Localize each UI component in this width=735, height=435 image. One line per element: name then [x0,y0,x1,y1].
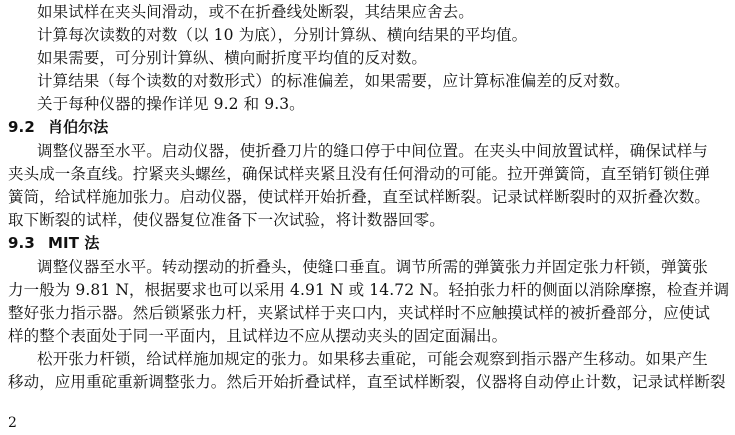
section-heading-9-3 [8,231,99,255]
section-9-3-line: 移动，应用重砣重新调整张力。然后开始折叠试样，直至试样断裂，仪器将自动停止计数，记录试样断裂 [8,373,726,391]
paragraph-standard-deviation: 计算结果（每个读数的对数形式）的标准偏差，如果需要，应计算标准偏差的反对数。 [37,72,630,90]
section-number: 9.2 [8,118,35,136]
section-9-2-line: 取下断裂的试样，使仪器复位准备下一次试验，将计数器回零。 [8,211,445,229]
paragraph-log-calculation: 计算每次读数的对数（以 10 为底），分别计算纵、横向结果的平均值。 [37,26,528,44]
section-number: 9.3 [8,234,35,252]
paragraph-discard-rule: 如果试样在夹头间滑动，或不在折叠线处断裂，其结果应舍去。 [37,3,474,21]
paragraph-instrument-reference: 关于每种仪器的操作详见 9.2 和 9.3。 [37,95,305,113]
section-heading-9-2 [8,115,108,139]
section-9-3-line: 样的整个表面处于同一平面内，且试样边不应从摆动夹头的固定面漏出。 [8,327,508,345]
section-9-3-line: 整好张力指示器。然后锁紧张力杆，夹紧试样于夹口内，夹试样时不应触摸试样的被折叠部分，应使试 [8,304,711,322]
page-number: 2 [8,415,17,431]
section-9-2-line: 簧筒，给试样施加张力。启动仪器，使试样开始折叠，直至试样断裂。记录试样断裂时的双折叠次数。 [8,188,711,206]
section-9-3-line: 力一般为 9.81 N，根据要求也可以采用 4.91 N 或 14.72 N。轻拍张力杆的侧面以消除摩擦，检查并调 [8,281,730,299]
section-9-2-line: 夹头成一条直线。拧紧夹头螺丝，确保试样夹紧且没有任何滑动的可能。拉开弹簧筒，直至销钉锁住弹 [8,165,711,183]
section-9-2-line: 调整仪器至水平。启动仪器，使折叠刀片的缝口停于中间位置。在夹头中间放置试样，确保试样与 [37,142,708,160]
section-9-3-line: 松开张力杆锁，给试样施加规定的张力。如果移去重砣，可能会观察到指示器产生移动。如果产生 [37,350,708,368]
section-9-3-line: 调整仪器至水平。转动摆动的折叠头，使缝口垂直。调节所需的弹簧张力并固定张力杆锁，弹簧张 [37,258,708,276]
section-title: MIT 法 [48,234,100,252]
paragraph-antilog-mean: 如果需要，可分别计算纵、横向耐折度平均值的反对数。 [37,49,428,67]
section-title: 肖伯尔法 [48,118,109,136]
